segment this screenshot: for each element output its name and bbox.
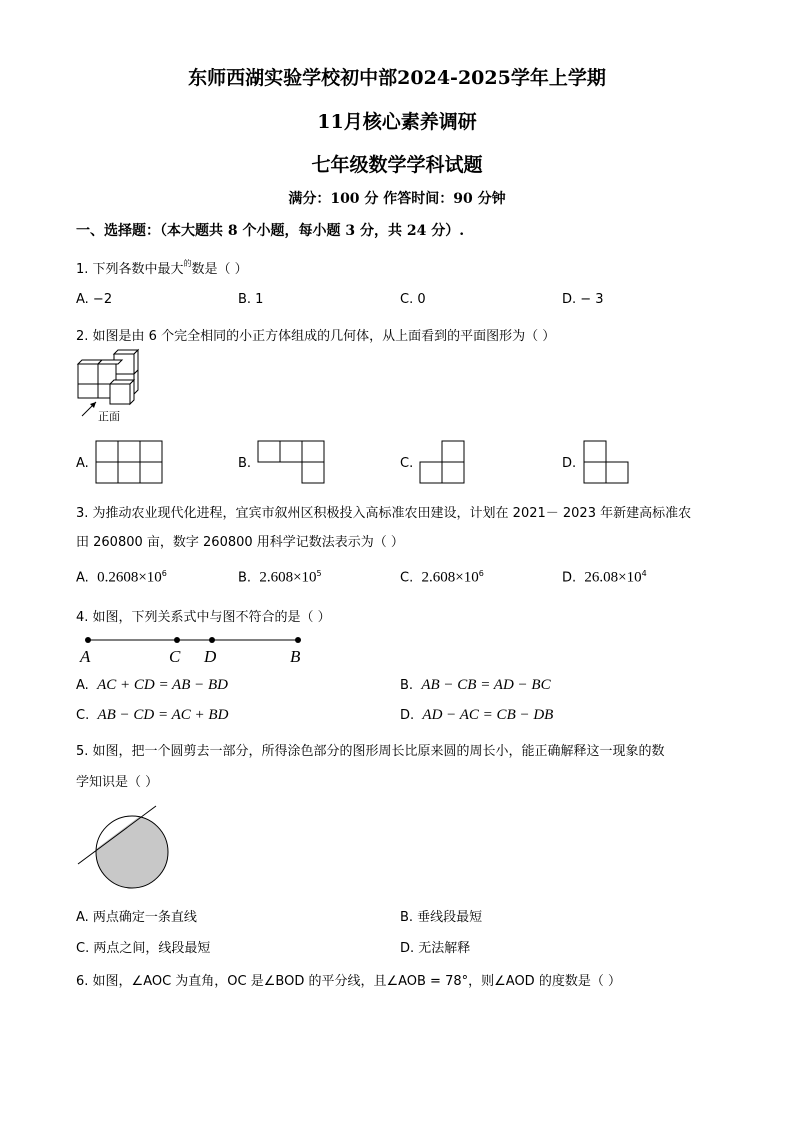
q1-option-b[interactable]: B. 1 bbox=[238, 292, 264, 307]
question-5-line1: 5. 如图，把一个圆剪去一部分，所得涂色部分的图形周长比原来圆的周长小，能正确解释这一现象的数 bbox=[76, 744, 665, 759]
q4-option-a[interactable]: A. AC + CD = AB − BD bbox=[76, 677, 228, 693]
q5-option-c[interactable]: C. 两点之间，线段最短 bbox=[76, 941, 211, 956]
line-segment-figure bbox=[80, 632, 310, 666]
q1-option-c[interactable]: C. 0 bbox=[400, 292, 426, 307]
q2-option-b-figure[interactable] bbox=[258, 441, 328, 485]
q5-option-b[interactable]: B. 垂线段最短 bbox=[400, 910, 483, 925]
q3-option-c[interactable]: C. $2.608\times 10^6$ bbox=[400, 569, 484, 586]
point-b-label: B bbox=[290, 647, 301, 666]
q4-option-d[interactable]: D. AD − AC = CB − DB bbox=[400, 707, 554, 723]
exam-title-line2: 11月核心素养调研 bbox=[317, 111, 477, 133]
point-d-label: D bbox=[204, 647, 217, 666]
cut-circle-figure bbox=[76, 804, 176, 894]
q1-option-d[interactable]: D. − 3 bbox=[562, 292, 604, 307]
q5-option-a[interactable]: A. 两点确定一条直线 bbox=[76, 910, 197, 925]
point-c-label: C bbox=[169, 647, 181, 666]
exam-title-line3: 七年级数学学科试题 bbox=[311, 154, 483, 176]
q2-option-a-figure[interactable] bbox=[96, 441, 166, 485]
q5-option-d[interactable]: D. 无法解释 bbox=[400, 941, 471, 956]
q3-option-d[interactable]: D. $26.08\times 10^4$ bbox=[562, 569, 647, 586]
q2-option-c-label[interactable]: C. bbox=[400, 456, 414, 471]
q3-option-a[interactable]: A. $0.2608\times 10^6$ bbox=[76, 569, 167, 586]
q2-option-d-figure[interactable] bbox=[584, 441, 634, 485]
q2-option-a-label[interactable]: A. bbox=[76, 456, 89, 471]
cube-stack-figure bbox=[74, 352, 164, 427]
question-4-stem: 4. 如图，下列关系式中与图不符合的是（ ） bbox=[76, 610, 331, 625]
point-a-label: A bbox=[80, 647, 91, 666]
q1-option-a[interactable]: A. −2 bbox=[76, 292, 113, 307]
question-5-line2: 学知识是（ ） bbox=[76, 775, 159, 790]
exam-meta: 满分：100 分 作答时间：90 分钟 bbox=[288, 191, 506, 207]
q2-option-b-label[interactable]: B. bbox=[238, 456, 252, 471]
q4-option-c[interactable]: C. AB − CD = AC + BD bbox=[76, 707, 229, 723]
question-3-line1: 3. 为推动农业现代化进程，宜宾市叙州区积极投入高标准农田建设，计划在 2021－ 2023 年新建高标准农 bbox=[76, 506, 692, 521]
q2-option-d-label[interactable]: D. bbox=[562, 456, 577, 471]
question-2-stem: 2. 如图是由 6 个完全相同的小正方体组成的几何体，从上面看到的平面图形为（ ） bbox=[76, 329, 556, 344]
question-1-stem: 1. 下列各数中最大$^的$数是（ ） bbox=[76, 259, 248, 277]
q4-option-b[interactable]: B. AB − CB = AD − BC bbox=[400, 677, 551, 693]
front-label: 正面 bbox=[98, 410, 120, 423]
exam-title-line1: 东师西湖实验学校初中部2024-2025学年上学期 bbox=[188, 67, 606, 89]
question-6-stem: 6. 如图，∠AOC 为直角，OC 是∠BOD 的平分线，且∠AOB = 78°，则∠AOD 的度数是（ ） bbox=[76, 974, 621, 989]
q2-option-c-figure[interactable] bbox=[420, 441, 470, 485]
question-3-line2: 田 260800 亩，数字 260800 用科学记数法表示为（ ） bbox=[76, 535, 404, 550]
section-heading: 一、选择题：（本大题共 8 个小题，每小题 3 分，共 24 分）. bbox=[76, 223, 465, 239]
q3-option-b[interactable]: B. $2.608\times 10^5$ bbox=[238, 569, 322, 586]
